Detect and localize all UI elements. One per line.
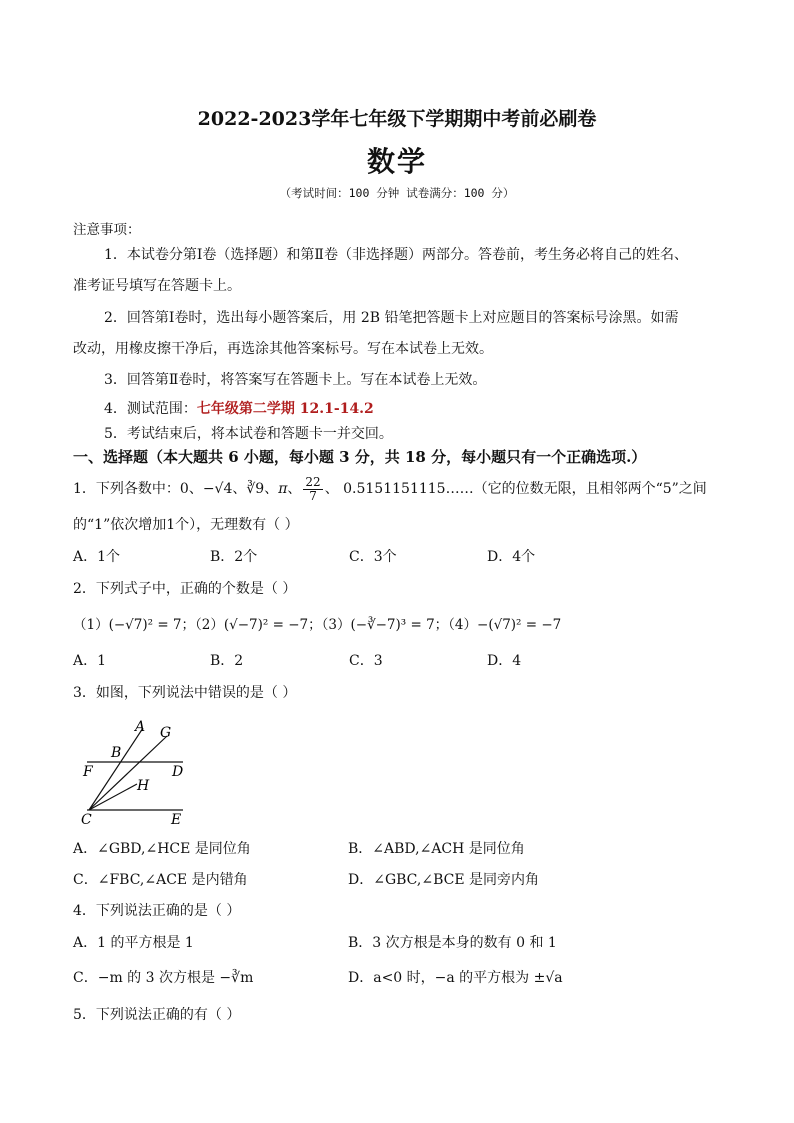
notice-item-2-line-2: 改动，用橡皮擦干净后，再选涂其他答案标号。写在本试卷上无效。 [73, 341, 493, 357]
q1-frac-den: 7 [309, 488, 317, 503]
q1-option-b[interactable]: B．2个 [210, 549, 258, 565]
q1-frac-num: 22 [305, 474, 321, 489]
notice-item-5: 5．考试结束后，将本试卷和答题卡一并交回。 [104, 426, 393, 442]
question-5-stem: 5．下列说法正确的有（ ） [73, 1007, 241, 1023]
question-4-stem: 4．下列说法正确的是（ ） [73, 903, 241, 919]
q1-sep2: 、 [264, 481, 279, 497]
q2-option-c[interactable]: C．3 [349, 653, 383, 669]
q3-option-b[interactable]: B．∠ABD,∠ACH 是同位角 [348, 841, 525, 857]
q1-cbrt9: ∛9 [246, 481, 265, 497]
q2-option-d[interactable]: D．4 [487, 653, 522, 669]
notice-item-4-prefix: 4．测试范围： [104, 401, 197, 417]
label-e: E [171, 812, 182, 828]
q1-option-a[interactable]: A．1个 [73, 549, 121, 565]
section-1-heading: 一、选择题（本大题共 6 小题，每小题 3 分，共 18 分，每小题只有一个正确选项.） [73, 448, 647, 466]
label-b: B [111, 745, 122, 761]
notice-heading: 注意事项： [73, 222, 141, 238]
label-h: H [137, 778, 150, 794]
exam-title: 2022-2023学年七年级下学期期中考前必刷卷 [197, 108, 597, 130]
line-ca [89, 728, 143, 810]
q3-geometry-figure [75, 718, 195, 828]
q1-sep4: 、 0.5151151115……（它的位数无限，且相邻两个“5”之间 [324, 481, 707, 497]
q2-option-a[interactable]: A．1 [73, 653, 107, 669]
question-2-stem: 2．下列式子中，正确的个数是（ ） [73, 581, 297, 597]
q1-sqrt4: √4 [214, 481, 233, 497]
q1-pi: π [278, 481, 288, 497]
exam-info: （考试时间：100 分钟 试卷满分：100 分） [279, 186, 515, 200]
label-d: D [172, 764, 184, 780]
q4-option-c[interactable]: C．−m 的 3 次方根是 −∛m [73, 970, 254, 986]
test-range: 七年级第二学期 12.1-14.2 [196, 401, 374, 417]
notice-item-2-line-1: 2．回答第Ⅰ卷时，选出每小题答案后，用 2B 铅笔把答题卡上对应题目的答案标号涂黑。如需 [104, 310, 679, 326]
notice-item-1-line-1: 1．本试卷分第Ⅰ卷（选择题）和第Ⅱ卷（非选择题）两部分。答卷前，考生务必将自己的姓名、 [104, 247, 688, 263]
label-a: A [135, 719, 146, 735]
q4-option-b[interactable]: B．3 次方根是本身的数有 0 和 1 [348, 935, 557, 951]
question-2-expressions: （1）(−√7)² = 7；（2）(√−7)² = −7；（3）(−∛−7)³ = 7；（4）−(√7)² = −7 [73, 617, 562, 633]
q4-option-a[interactable]: A．1 的平方根是 1 [73, 935, 194, 951]
question-1-line-1 [73, 472, 707, 506]
line-cg [89, 736, 167, 810]
subject-title: 数学 [366, 145, 427, 178]
notice-item-1-line-2: 准考证号填写在答题卡上。 [73, 278, 241, 294]
q3-option-c[interactable]: C．∠FBC,∠ACE 是内错角 [73, 872, 248, 888]
q3-option-d[interactable]: D．∠GBC,∠BCE 是同旁内角 [348, 872, 540, 888]
q1-fraction [303, 476, 322, 503]
label-f: F [83, 764, 93, 780]
q1-option-d[interactable]: D．4个 [487, 549, 536, 565]
notice-item-3: 3．回答第Ⅱ卷时，将答案写在答题卡上。写在本试卷上无效。 [104, 372, 487, 388]
q1-sep3: 、 [287, 481, 302, 497]
label-g: G [160, 725, 172, 741]
q1-prefix: 1．下列各数中：0、− [73, 481, 215, 497]
q1-option-c[interactable]: C．3个 [349, 549, 397, 565]
question-3-stem: 3．如图，下列说法中错误的是（ ） [73, 685, 297, 701]
q2-option-b[interactable]: B．2 [210, 653, 244, 669]
q1-sep1: 、 [232, 481, 247, 497]
q3-option-a[interactable]: A．∠GBD,∠HCE 是同位角 [73, 841, 251, 857]
question-1-line-2: 的“1”依次增加1个），无理数有（ ） [73, 517, 299, 533]
label-c: C [81, 812, 92, 828]
q4-option-d[interactable]: D．a<0 时，−a 的平方根为 ±√a [348, 970, 563, 986]
